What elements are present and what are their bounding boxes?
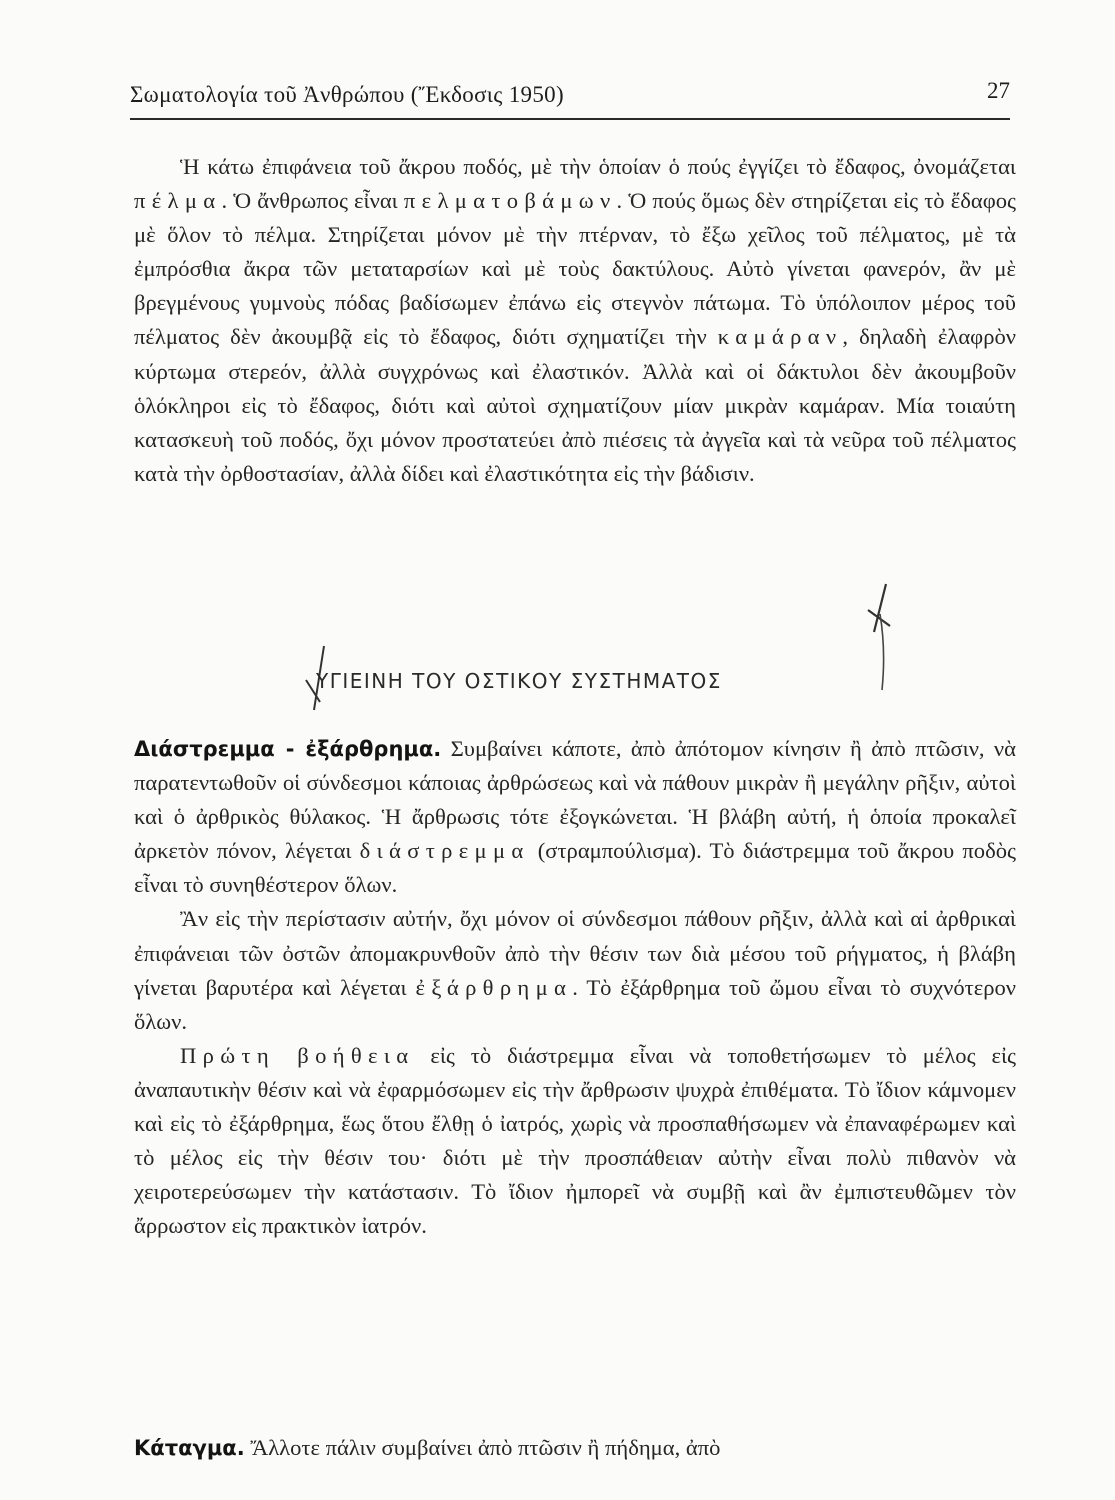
spaced-term: ἐξάρθρημα <box>415 974 573 1000</box>
section-fracture <box>134 1431 1016 1465</box>
spaced-term: πελματοβάμων <box>403 188 617 214</box>
spaced-term: πέλμα <box>134 188 222 214</box>
handwritten-bracket-icon <box>862 610 892 700</box>
text-run: (στραμπούλισμα). Τὸ διάστρεμμα τοῦ ἄκρου ποδὸς εἶναι τὸ συνηθέστερον ὅλων. <box>134 838 1016 898</box>
spaced-term: Πρώτη βοήθεια <box>180 1042 415 1068</box>
subheading: Διάστρεμμα - ἐξάρθρημα. <box>134 737 442 761</box>
text-run: Ἄλλοτε πάλιν συμβαίνει ἀπὸ πτῶσιν ἢ πήδημα, ἀπὸ <box>244 1435 721 1460</box>
paragraph <box>134 732 1016 902</box>
paragraph <box>134 150 1016 491</box>
text-run: . Ὁ ἄνθρωπος εἶναι <box>221 188 404 214</box>
paragraph-foot-sole <box>134 150 1016 491</box>
section-sprain-dislocation <box>134 732 1016 1243</box>
text-run: Ἡ κάτω ἐπιφάνεια τοῦ ἄκρου ποδός, μὲ τὴν ὁποίαν ὁ πούς ἐγγίζει τὸ ἔδαφος, ὀνομάζεται <box>180 154 1016 179</box>
running-header <box>130 74 1010 120</box>
text-run: . Ὁ πούς ὅμως δὲν στηρίζεται εἰς τὸ ἔδαφος μὲ ὅλον τὸ πέλμα. Στηρίζεται μόνον μὲ τὴν πτέρναν, τὸ ἔξω χεῖλος τοῦ πέλματος, μὲ τὰ ἐμπρόσθια ἄκρα τῶν μεταταρσίων καὶ μὲ τοὺς δακτύλους. Αὐτὸ γίνεται φανερόν, ἂν μὲ βρεγμένους γυμνοὺς πόδας βαδίσωμεν ἐπάνω εἰς στεγνὸν πάτωμα. Τὸ ὑπόλοιπον μέρος τοῦ πέλματος δὲν ἀκουμβᾷ εἰς τὸ ἔδαφος, διότι σχηματίζει τὴν <box>134 188 1016 350</box>
text-run: , δηλαδὴ ἐλαφρὸν κύρτωμα στερεόν, ἀλλὰ συγχρόνως καὶ ἐλαστικόν. Ἀλλὰ καὶ οἱ δάκτυλοι δὲν ἀκουμβοῦν ὁλόκληροι εἰς τὸ ἔδαφος, διότι καὶ αὐτοὶ σχηματίζουν μίαν μικρὰν καμάραν. Μία τοιαύτη κατασκευὴ τοῦ ποδός, ὄχι μόνον προστατεύει ἀπὸ πιέσεις τὰ ἀγγεῖα καὶ τὰ νεῦρα τοῦ πέλματος κατὰ τὴν ὀρθοστασίαν, ἀλλὰ δίδει καὶ ἐλαστικότητα εἰς τὴν βάδισιν. <box>134 324 1016 486</box>
text-run: Ἂν εἰς τὴν περίστασιν αὐτήν, ὄχι μόνον οἱ σύνδεσμοι πάθουν ρῆξιν, ἀλλὰ καὶ αἱ ἀρθρικαὶ ἐπιφάνειαι τῶν ὀστῶν ἀπομακρυνθοῦν ἀπὸ τὴν θέσιν των διὰ μέσου τοῦ ρήγματος, ἡ βλάβη γίνεται βαρυτέρα καὶ λέγεται <box>134 906 1016 1000</box>
text-run: . Τὸ ἐξάρθρημα τοῦ ὤμου εἶναι τὸ συχνότερον ὅλων. <box>134 974 1016 1034</box>
section-heading: ΥΓΙΕΙΝΗ ΤΟΥ ΟΣΤΙΚΟΥ ΣΥΣΤΗΜΑΤΟΣ <box>316 669 722 693</box>
spaced-term: διάστρεμμα <box>359 838 530 864</box>
text-run: εἰς τὸ διάστρεμμα εἶναι νὰ τοποθετήσωμεν τὸ μέλος εἰς ἀναπαυτικὴν θέσιν καὶ νὰ ἐφαρμόσωμεν εἰς τὴν ἄρθρωσιν ψυχρὰ ἐπιθέματα. Τὸ ἴδιον κάμνομεν καὶ εἰς τὸ ἐξάρθρημα, ἕως ὅτου ἔλθῃ ὁ ἰατρός, χωρὶς νὰ προσπαθήσωμεν νὰ ἐπαναφέρωμεν καὶ τὸ μέλος εἰς τὴν θέσιν του· διότι μὲ τὴν προσπάθειαν αὐτὴν εἶναι πολὺ πιθανὸν νὰ χειροτερεύσωμεν τὴν κατάστασιν. Τὸ ἴδιον ἠμπορεῖ νὰ συμβῇ καὶ ἂν ἐμπιστευθῶμεν τὸν ἄρρωστον εἰς πρακτικὸν ἰατρόν. <box>134 1042 1017 1239</box>
paragraph <box>134 1039 1016 1244</box>
spaced-term: καμάραν <box>717 324 843 350</box>
subheading: Κάταγμα. <box>134 1436 245 1460</box>
text-run: Συμβαίνει κάποτε, ἀπὸ ἀπότομον κίνησιν ἢ ἀπὸ πτῶσιν, νὰ παρατεντωθοῦν οἱ σύνδεσμοι κάποιας ἀρθρώσεως καὶ νὰ πάθουν μικρὰν ἢ μεγάλην ρῆξιν, αὐτοὶ καὶ ὁ ἀρθρικὸς θύλακος. Ἡ ἄρθρωσις τότε ἐξογκώνεται. Ἡ βλάβη αὐτή, ἡ ὁποία προκαλεῖ ἀρκετὸν πόνον, λέγεται <box>134 736 1016 864</box>
paragraph <box>134 1431 1016 1465</box>
running-title: Σωματολογία τοῦ Ἀνθρώπου (Ἔκδοσις 1950) <box>130 82 564 107</box>
page-number: 27 <box>987 78 1010 103</box>
paragraph <box>134 902 1016 1038</box>
